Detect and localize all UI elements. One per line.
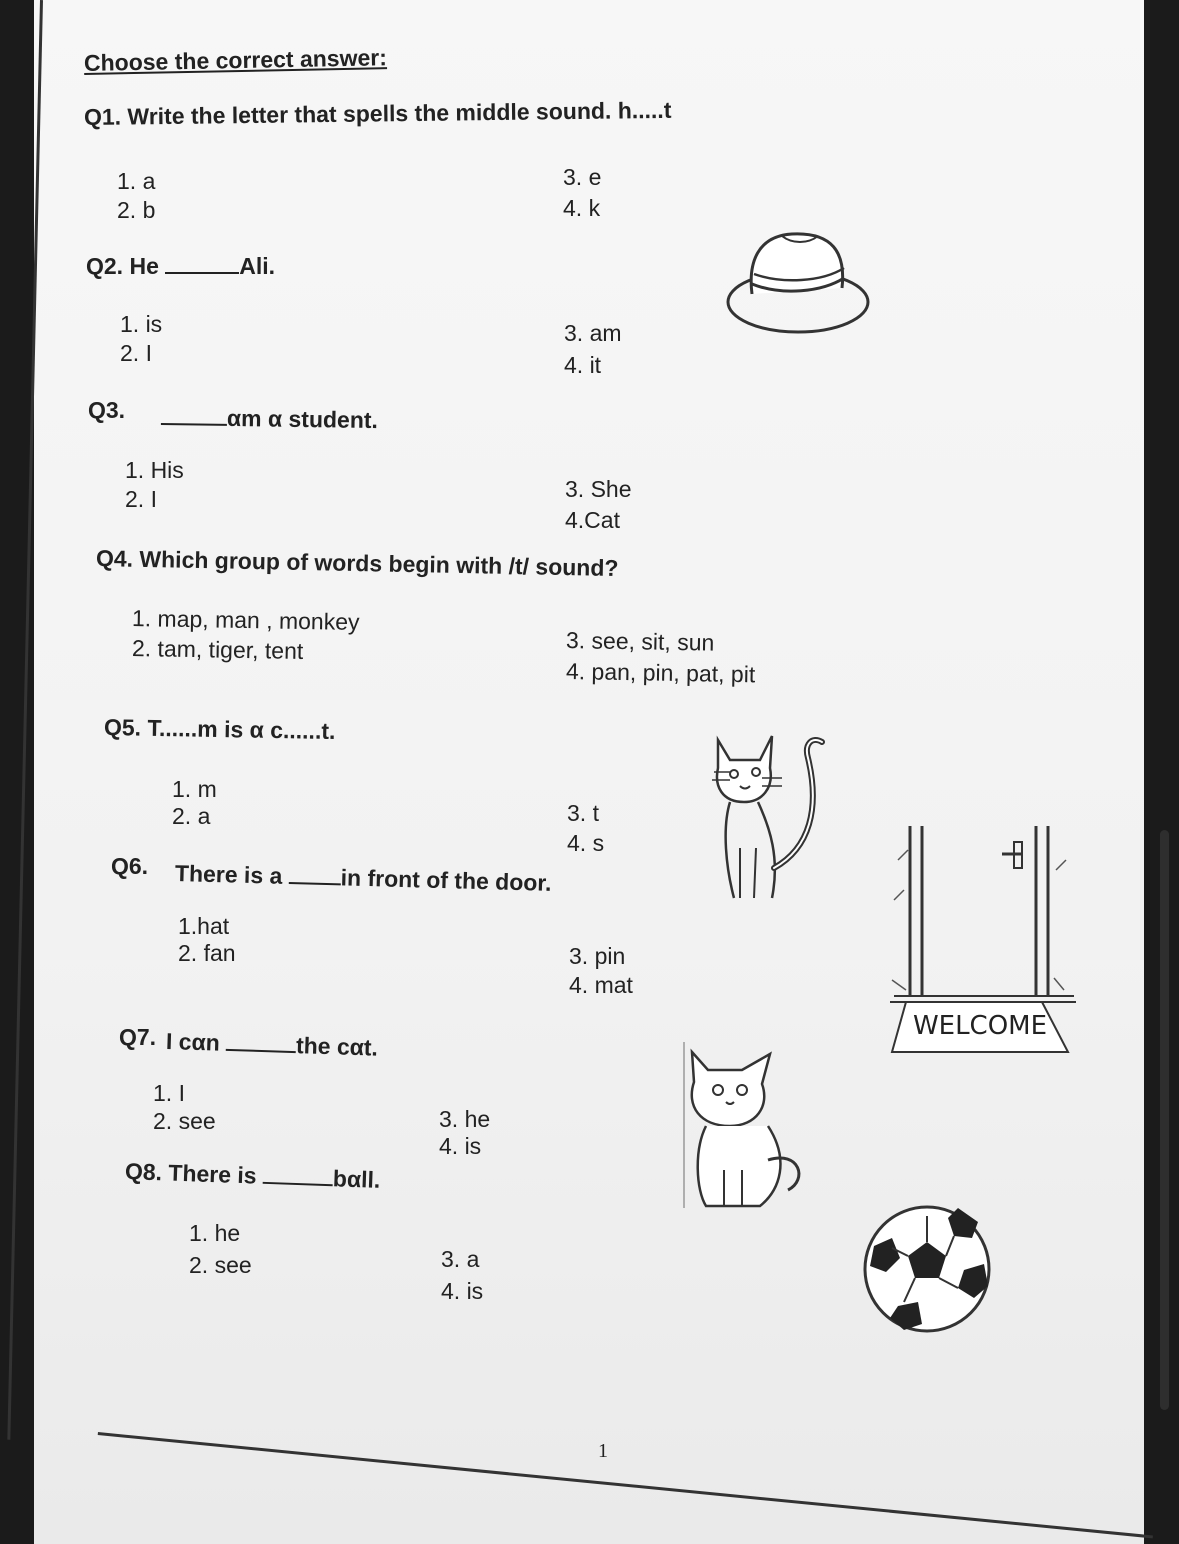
q6-option-2[interactable]: 2. fan	[178, 940, 236, 966]
q8-option-3[interactable]: 3. a	[441, 1246, 480, 1272]
q3-option-2[interactable]: 2. I	[125, 486, 157, 512]
q1-option-2[interactable]: 2. b	[117, 197, 156, 223]
page-number: 1	[598, 1440, 608, 1462]
q2-option-4[interactable]: 4. it	[564, 352, 602, 378]
q2-blank	[165, 272, 239, 274]
q8-blank	[263, 1182, 333, 1186]
door-icon	[886, 820, 1078, 1060]
q3-option-4[interactable]: 4.Cat	[565, 507, 620, 533]
q5-option-3[interactable]: 3. t	[567, 800, 599, 826]
welcome-mat-text: WELCOME	[912, 1011, 1048, 1041]
q3-option-3[interactable]: 3. She	[565, 476, 632, 502]
hat-icon	[722, 222, 874, 342]
q5-option-1[interactable]: 1. m	[172, 776, 217, 802]
q7-option-1[interactable]: 1. I	[153, 1080, 185, 1106]
q3-blank	[161, 423, 227, 426]
question-7-label: Q7.	[119, 1024, 157, 1050]
question-5: Q5. T......m is α c......t.	[103, 714, 336, 745]
question-6-label: Q6.	[111, 853, 149, 879]
q2-option-3[interactable]: 3. am	[564, 320, 622, 346]
question-1: Q1. Write the letter that spells the middle sound. h.....t	[83, 96, 672, 130]
question-3: αm α student.	[161, 404, 378, 434]
question-2: Q2. He Ali.	[86, 253, 276, 279]
q2-option-1[interactable]: 1. is	[120, 311, 163, 337]
q2-option-2[interactable]: 2. I	[120, 340, 152, 366]
question-7: I cαn the cαt.	[165, 1028, 379, 1061]
soccer-ball-icon	[860, 1202, 994, 1336]
question-8: Q8. There is bαll.	[124, 1158, 381, 1193]
question-4: Q4. Which group of words begin with /t/ sound?	[95, 545, 619, 582]
q5-option-4[interactable]: 4. s	[567, 830, 605, 856]
q4-option-1[interactable]: 1. map, man , monkey	[131, 605, 360, 635]
cat-icon	[700, 728, 835, 906]
q6-option-3[interactable]: 3. pin	[569, 943, 626, 969]
q7-option-2[interactable]: 2. see	[153, 1108, 216, 1134]
q4-option-3[interactable]: 3. see, sit, sun	[565, 627, 715, 656]
q4-option-2[interactable]: 2. tam, tiger, tent	[131, 635, 304, 664]
q8-option-2[interactable]: 2. see	[189, 1252, 252, 1278]
q3-option-1[interactable]: 1. His	[125, 457, 184, 483]
q8-option-1[interactable]: 1. he	[189, 1220, 241, 1246]
q6-option-4[interactable]: 4. mat	[569, 972, 633, 998]
scrollbar[interactable]	[1160, 830, 1169, 1410]
q7-blank	[226, 1049, 296, 1053]
q1-option-1[interactable]: 1. a	[117, 168, 156, 194]
q4-option-4[interactable]: 4. pan, pin, pat, pit	[565, 658, 756, 688]
worksheet-heading: Choose the correct answer:	[83, 44, 388, 76]
q7-option-4[interactable]: 4. is	[439, 1133, 482, 1159]
question-6: There is a in front of the door.	[174, 860, 552, 896]
q7-option-3[interactable]: 3. he	[439, 1106, 491, 1132]
q1-option-4[interactable]: 4. k	[563, 195, 601, 221]
q6-blank	[289, 882, 341, 885]
q8-option-4[interactable]: 4. is	[441, 1278, 484, 1304]
q6-option-1[interactable]: 1.hat	[178, 913, 230, 939]
question-3-label: Q3.	[88, 397, 126, 423]
q1-option-3[interactable]: 3. e	[563, 164, 602, 190]
q5-option-2[interactable]: 2. a	[172, 803, 211, 829]
kitten-icon	[680, 1040, 810, 1215]
